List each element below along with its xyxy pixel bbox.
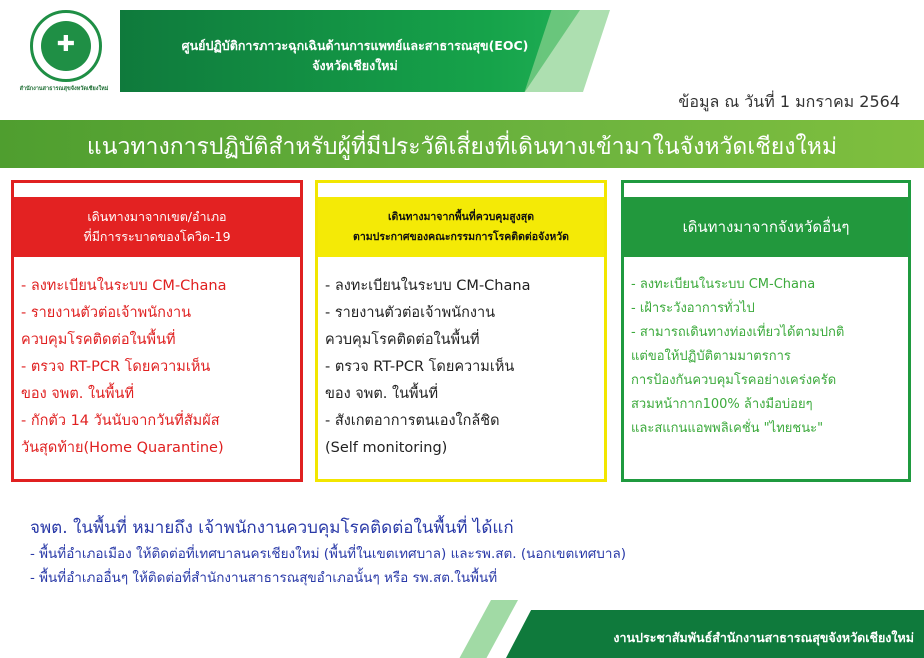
- notes-line: - พื้นที่อำเภอเมือง ให้ติดต่อที่เทศบาลนครเชียงใหม่ (พื้นที่ในเขตเทศบาล) และรพ.สต. (นอกเขตเทศบาล): [30, 546, 626, 562]
- list-item: แต่ขอให้ปฏิบัติตามมาตรการ: [631, 349, 791, 364]
- notes-line: - พื้นที่อำเภออื่นๆ ให้ติดต่อที่สำนักงานสาธารณสุขอำเภอนั้นๆ หรือ รพ.สต.ในพื้นที่: [30, 570, 498, 586]
- list-item: วันสุดท้าย(Home Quarantine): [21, 440, 224, 456]
- banner-title: แนวทางการปฏิบัติสำหรับผู้ที่มีประวัติเสี่ยงที่เดินทางเข้ามาในจังหวัดเชียงใหม่: [86, 134, 838, 160]
- list-item: ของ จพต. ในพื้นที่: [21, 386, 135, 402]
- panel-outbreak-area: [11, 180, 303, 482]
- list-item: - สามารถเดินทางท่องเที่ยวได้ตามปกติ: [631, 325, 845, 340]
- panel-max-control-body: [325, 273, 600, 462]
- panel-outbreak-heading-line2: ที่มีการระบาดของโควิด-19: [83, 229, 231, 244]
- list-item: และสแกนแอพพลิเคชั่น "ไทยชนะ": [631, 421, 824, 436]
- panel-outbreak-body: [21, 273, 296, 462]
- list-item: - ลงทะเบียนในระบบ CM-Chana: [631, 277, 816, 292]
- list-item: ของ จพต. ในพื้นที่: [325, 386, 439, 402]
- list-item: - ลงทะเบียนในระบบ CM-Chana: [325, 278, 531, 294]
- header-title-line1: ศูนย์ปฏิบัติการภาวะฉุกเฉินด้านการแพทย์และสาธารณสุข(EOC): [181, 38, 529, 53]
- panel-max-control-heading-line2: ตามประกาศของคณะกรรมการโรคติดต่อจังหวัด: [353, 231, 569, 243]
- officer-notes: [30, 514, 900, 590]
- panel-max-control-area: [315, 180, 607, 482]
- list-item: - เฝ้าระวังอาการทั่วไป: [631, 301, 755, 316]
- list-item: - ตรวจ RT-PCR โดยความเห็น: [21, 359, 211, 375]
- logo-caption: สำนักงานสาธารณสุขจังหวัดเชียงใหม่: [19, 86, 109, 92]
- panel-max-control-heading: [318, 197, 604, 257]
- notes-title: จพต. ในพื้นที่ หมายถึง เจ้าพนักงานควบคุมโรคติดต่อในพื้นที่ ได้แก่: [30, 518, 514, 538]
- panel-other-provinces-heading: เดินทางมาจากจังหวัดอื่นๆ: [624, 197, 908, 257]
- list-item: สวมหน้ากาก100% ล้างมือบ่อยๆ: [631, 397, 813, 412]
- list-item: - ลงทะเบียนในระบบ CM-Chana: [21, 278, 227, 294]
- list-item: - ตรวจ RT-PCR โดยความเห็น: [325, 359, 515, 375]
- footer-credit: งานประชาสัมพันธ์สำนักงานสาธารณสุขจังหวัดเชียงใหม่: [613, 630, 914, 645]
- panel-max-control-heading-line1: เดินทางมาจากพื้นที่ควบคุมสูงสุด: [387, 211, 535, 223]
- list-item: - กักตัว 14 วันนับจากวันที่สัมผัส: [21, 413, 220, 429]
- header-title-line2: จังหวัดเชียงใหม่: [312, 58, 398, 73]
- logo-emblem-icon: ✚: [30, 10, 102, 82]
- panel-outbreak-heading: [14, 197, 300, 257]
- data-date: ข้อมูล ณ วันที่ 1 มกราคม 2564: [678, 92, 900, 111]
- list-item: - รายงานตัวต่อเจ้าพนักงาน: [325, 305, 496, 321]
- list-item: - รายงานตัวต่อเจ้าพนักงาน: [21, 305, 192, 321]
- list-item: การป้องกันควบคุมโรคอย่างเคร่งครัด: [631, 373, 837, 388]
- list-item: (Self monitoring): [325, 440, 448, 456]
- panel-other-provinces-body: [631, 273, 904, 441]
- header-title: [150, 36, 560, 76]
- list-item: - สังเกตอาการตนเองใกล้ชิด: [325, 413, 500, 429]
- list-item: ควบคุมโรคติดต่อในพื้นที่: [325, 332, 480, 348]
- main-banner: [0, 120, 924, 168]
- list-item: ควบคุมโรคติดต่อในพื้นที่: [21, 332, 176, 348]
- ministry-logo: [8, 6, 118, 98]
- panel-outbreak-heading-line1: เดินทางมาจากเขต/อำเภอ: [87, 209, 227, 224]
- panel-other-provinces: [621, 180, 911, 482]
